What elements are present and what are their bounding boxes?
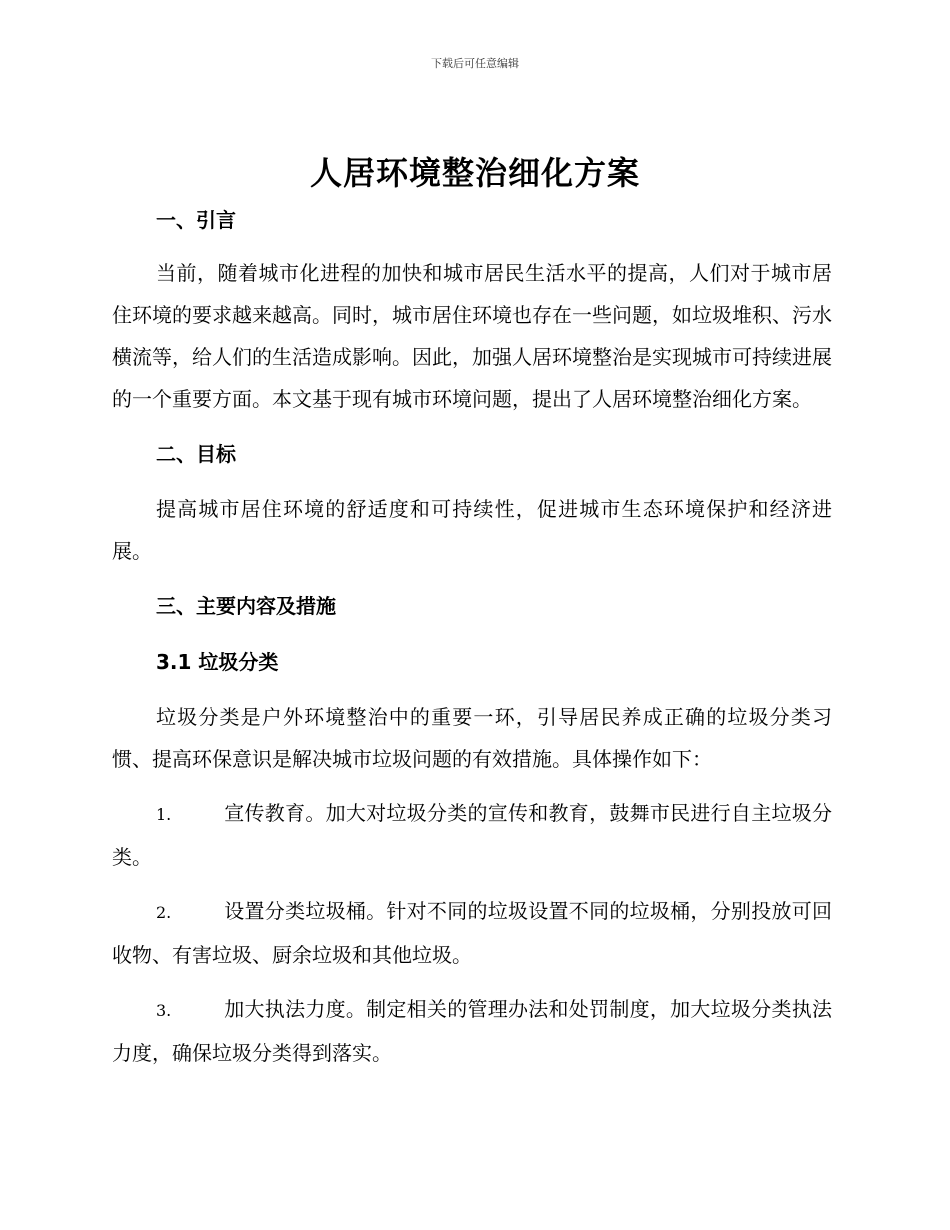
list-item-text: 加大执法力度。制定相关的管理办法和处罚制度，加大垃圾分类执法力度，确保垃圾分类得到落实。 [112,997,832,1065]
document-title: 人居环境整治细化方案 [309,154,640,192]
section-heading-main: 三、主要内容及措施 [156,594,336,618]
section-heading-intro: 一、引言 [156,208,236,232]
paragraph-intro: 当前，随着城市化进程的加快和城市居民生活水平的提高，人们对于城市居住环境的要求越来越高。同时，城市居住环境也存在一些问题，如垃圾堆积、污水横流等，给人们的生活造成影响。因此，加强人居环境整治是实现城市可持续进展的一个重要方面。本文基于现有城市环境问题，提出了人居环境整治细化方案。 [112,261,832,411]
list-item-number: 2. [156,903,172,922]
list-item-number: 3. [156,1001,172,1020]
subsection-heading-sorting: 3.1 垃圾分类 [156,650,279,674]
header-note: 下载后可任意编辑 [431,57,519,70]
list-item [112,988,832,1074]
section-heading-goal: 二、目标 [156,442,236,466]
list-item-text: 宣传教育。加大对垃圾分类的宣传和教育，鼓舞市民进行自主垃圾分类。 [112,801,832,869]
paragraph-goal: 提高城市居住环境的舒适度和可持续性，促进城市生态环境保护和经济进展。 [112,497,832,563]
list-item [112,792,832,878]
list-item [112,890,832,976]
document-body [112,198,832,1074]
list-item-text: 设置分类垃圾桶。针对不同的垃圾设置不同的垃圾桶，分别投放可回收物、有害垃圾、厨余垃圾和其他垃圾。 [112,899,832,967]
list-item-number: 1. [156,805,172,824]
paragraph-sorting: 垃圾分类是户外环境整治中的重要一环，引导居民养成正确的垃圾分类习惯、提高环保意识是解决城市垃圾问题的有效措施。具体操作如下： [112,705,832,771]
